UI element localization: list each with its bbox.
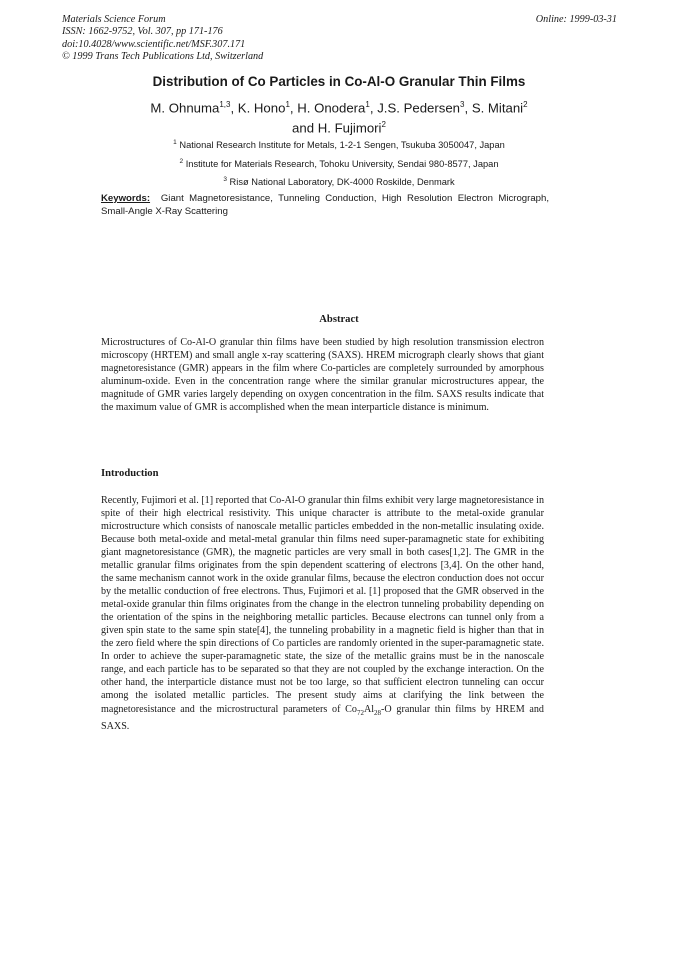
introduction-text	[101, 494, 544, 733]
affiliation-item	[0, 154, 678, 173]
formula-subscript: 28	[374, 708, 382, 717]
author-name: J.S. Pedersen	[377, 100, 461, 116]
formula-element: Al	[363, 703, 375, 715]
affiliation-sup: 2	[179, 157, 184, 165]
online-date: Online: 1999-03-31	[535, 14, 617, 25]
author-name: S. Mitani	[471, 100, 524, 116]
affiliation-sup: 3	[223, 176, 227, 184]
introduction-body: Recently, Fujimori et al. [1] reported that Co-Al-O granular thin films exhibit very large magnetoresistance in spite of their high electrical resistivity. This unique character is attribute to the metal-oxide granular microstructure which consists of nanoscale metallic particles embedded in the non-metallic insulating oxide. Because both metal-oxide and metal-metal granular thin films need super-paramagnetic state for exhibiting giant magnetoresistance (GMR), the magnetic particles are very small in both cases[1,2]. The GMR in the metallic granular films originates from the spin dependent scattering of electrons [3,4]. On the other hand, the same mechanism cannot work in the oxide granular films, because the electron conduction does not occur by the metallic conduction of free electrons. Thus, Fujimori et al. [1] proposed that the GMR observed in the metal-oxide granular thin films originates from the change in the electron tunneling probability depending on the orientation of the spins in the neighboring metallic particles. Because electrons can tunnel only from a given spin state to the same spin state[4], the tunneling probability in a magnetic field is higher than that in the zero field where the spin directions of Co particles are randomly oriented in the super-paramagnetic state. In order to achieve the super-paramagnetic state, the size of the metallic grains must be in the nanoscale range, and each particle has to be separated so that they are not coupled by the exchange interaction. On the other hand, the interparticle distance must not be too large, so that sufficient electron tunneling can occur among the isolated metallic particles. The present study aims at clarifying the link between the magnetoresistance and the microstructural parameters of	[101, 495, 544, 715]
paper-title: Distribution of Co Particles in Co-Al-O Granular Thin Films	[152, 74, 526, 89]
copyright-line: © 1999 Trans Tech Publications Ltd, Switzerland	[62, 50, 264, 62]
author-affil-sup: 3	[460, 100, 465, 109]
introduction-body-end: granular thin films by HREM and SAXS.	[101, 703, 544, 732]
introduction-heading: Introduction	[101, 468, 159, 479]
affiliation-text: Risø National Laboratory, DK-4000 Roskilde, Denmark	[229, 177, 455, 188]
keywords-text: Giant Magnetoresistance, Tunneling Conduction, High Resolution Electron Micrograph, Small-Angle X-Ray Scattering	[101, 193, 549, 217]
issn-line: ISSN: 1662-9752, Vol. 307, pp 171-176	[62, 26, 223, 38]
journal-header	[62, 14, 263, 63]
affiliation-list	[0, 135, 678, 191]
affiliation-item	[0, 135, 678, 154]
abstract-heading: Abstract	[319, 314, 359, 325]
author-list: M. Ohnuma$^{1,3}$, K. Hono$^1$, H. Onodera$^1$, J.S. Pedersen$^3$, S. Mitani$^2$ and H. Fujimori$^2$	[150, 100, 528, 136]
author-name: K. Hono	[237, 100, 286, 116]
affiliation-text: Institute for Materials Research, Tohoku University, Sendai 980-8577, Japan	[185, 158, 499, 169]
journal-name: Materials Science Forum	[62, 14, 166, 25]
author-conjunction: and	[292, 120, 315, 136]
formula-subscript: 72	[356, 708, 364, 717]
formula-element: Co	[345, 703, 357, 715]
author-affil-sup: 1	[365, 100, 370, 109]
author-affil-sup: 2	[381, 120, 386, 130]
author-affil-sup: 1,3	[219, 100, 231, 109]
affiliation-item	[0, 172, 678, 191]
doi-line: doi:10.4028/www.scientific.net/MSF.307.171	[62, 38, 246, 50]
author-affil-sup: 2	[523, 100, 528, 109]
keywords-block	[101, 193, 549, 218]
affiliation-sup: 1	[173, 139, 177, 146]
formula-element: -O	[381, 703, 392, 715]
author-name: H. Onodera	[297, 100, 366, 116]
keywords-label: Keywords:	[101, 193, 151, 204]
abstract-text: Microstructures of Co-Al-O granular thin films have been studied by high resolution transmission electron microscopy (HRTEM) and small angle x-ray scattering (SAXS). HREM micrograph clearly shows that giant magnetoresistance (GMR) appears in the film where Co-particles are completely surrounded by amorphous aluminum-oxide. Even in the concentration range where the similar granular microstructures appear, the magnitude of GMR varies largely depending on oxygen concentration in the film. SAXS results indicate that the maximum value of GMR is accomplished when the mean interparticle distance is minimum.	[101, 337, 544, 413]
author-name: M. Ohnuma	[150, 100, 220, 116]
affiliation-text: National Research Institute for Metals, 1-2-1 Sengen, Tsukuba 3050047, Japan	[179, 140, 505, 151]
author-affil-sup: 1	[285, 100, 290, 109]
author-name: H. Fujimori	[317, 120, 382, 136]
